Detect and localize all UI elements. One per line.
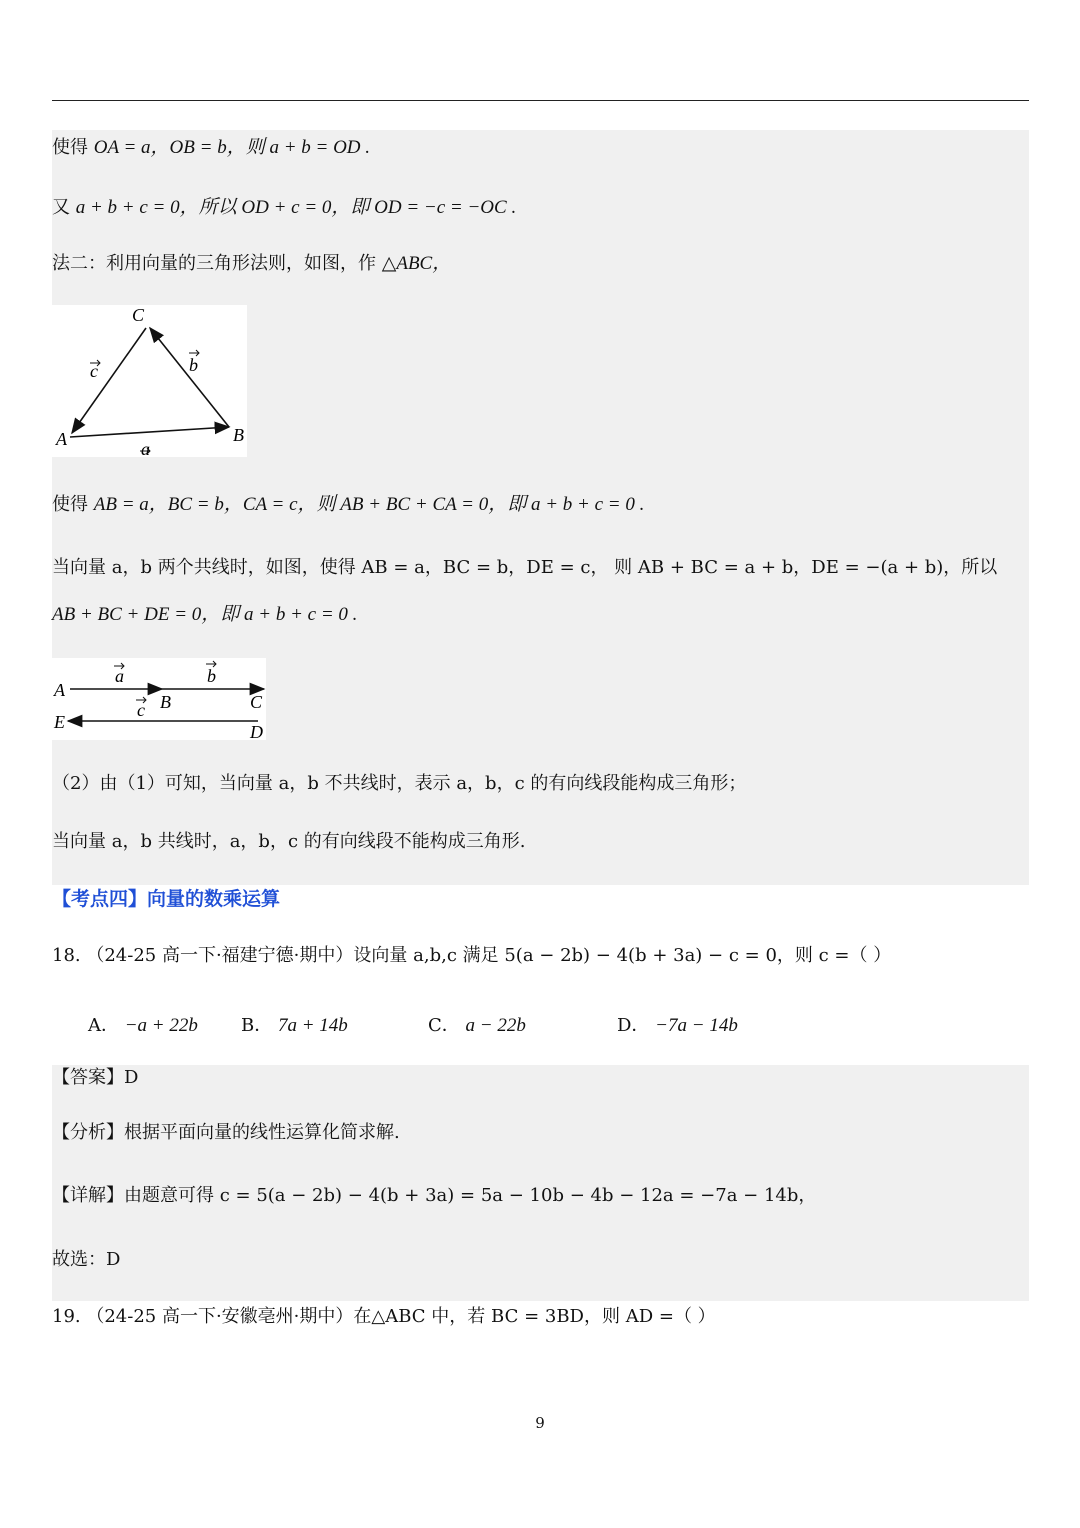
vector-b-arrow [150, 328, 229, 427]
q18-detail: 【详解】由题意可得 c = 5(a − 2b) − 4(b + 3a) = 5a − 10b − 4b − 12a = −7a − 14b， [52, 1185, 817, 1206]
collinear-label-C: C [250, 692, 263, 712]
label-b: b [189, 355, 198, 375]
q18-option-d[interactable]: D． −7a − 14b [617, 1015, 738, 1036]
collinear-diagram [52, 658, 266, 740]
part2-line1: （2）由（1）可知，当向量 a，b 不共线时，表示 a，b，c 的有向线段能构成三角形； [52, 773, 747, 794]
collinear-label-b: b [207, 666, 216, 686]
header-rule [52, 100, 1029, 101]
collinear-label-a: a [115, 666, 124, 686]
part2-line2: 当向量 a，b 共线时，a，b，c 的有向线段不能构成三角形. [52, 831, 526, 852]
method1-line2: 又 a + b + c = 0，所以 OD + c = 0，即 OD = −c = −OC . [52, 197, 517, 218]
page-number: 9 [535, 1414, 545, 1432]
collinear-line2: AB + BC + DE = 0，即 a + b + c = 0 . [52, 604, 358, 625]
triangle-figure [52, 305, 247, 457]
q18-stem: 18. （24-25 高一下·福建宁德·期中）设向量 a,b,c 满足 5(a − 2b) − 4(b + 3a) − c = 0，则 c =（ ） [52, 945, 892, 966]
collinear-label-c: c [137, 700, 145, 720]
label-C: C [132, 305, 145, 325]
q18-answer: 【答案】D [52, 1067, 139, 1088]
q18-analysis: 【分析】根据平面向量的线性运算化简求解. [52, 1122, 400, 1143]
section-heading: 【考点四】向量的数乘运算 [52, 888, 281, 910]
collinear-line1: 当向量 a，b 两个共线时，如图，使得 AB = a，BC = b，DE = c， 则 AB + BC = a + b，DE = −(a + b)，所以 [52, 557, 998, 578]
collinear-label-B: B [160, 692, 171, 712]
q18-option-a[interactable]: A． −a + 22b [88, 1015, 198, 1036]
q18-choice: 故选：D [52, 1249, 121, 1270]
solution-block-2 [52, 1065, 1029, 1301]
q18-option-c[interactable]: C． a − 22b [428, 1015, 526, 1036]
triangle-diagram [52, 305, 247, 457]
vector-a-arrow [70, 427, 229, 437]
vector-c-arrow [72, 328, 146, 433]
collinear-label-E: E [54, 712, 65, 732]
method2-title: 法二：利用向量的三角形法则，如图，作 △ABC， [52, 253, 452, 274]
label-c: c [90, 361, 98, 381]
label-B: B [233, 425, 244, 445]
collinear-figure [52, 658, 266, 740]
method1-line1: 使得 OA = a，OB = b，则 a + b = OD . [52, 137, 371, 158]
collinear-label-D: D [250, 722, 263, 740]
label-A: A [56, 429, 67, 449]
method2-line3: 使得 AB = a，BC = b，CA = c，则 AB + BC + CA = 0，即 a + b + c = 0 . [52, 494, 645, 515]
label-a: a [141, 439, 150, 457]
q18-option-b[interactable]: B． 7a + 14b [241, 1015, 348, 1036]
q19-stem: 19. （24-25 高一下·安徽亳州·期中）在△ABC 中，若 BC = 3BD，则 AD =（ ） [52, 1306, 716, 1327]
collinear-label-A: A [54, 680, 65, 700]
